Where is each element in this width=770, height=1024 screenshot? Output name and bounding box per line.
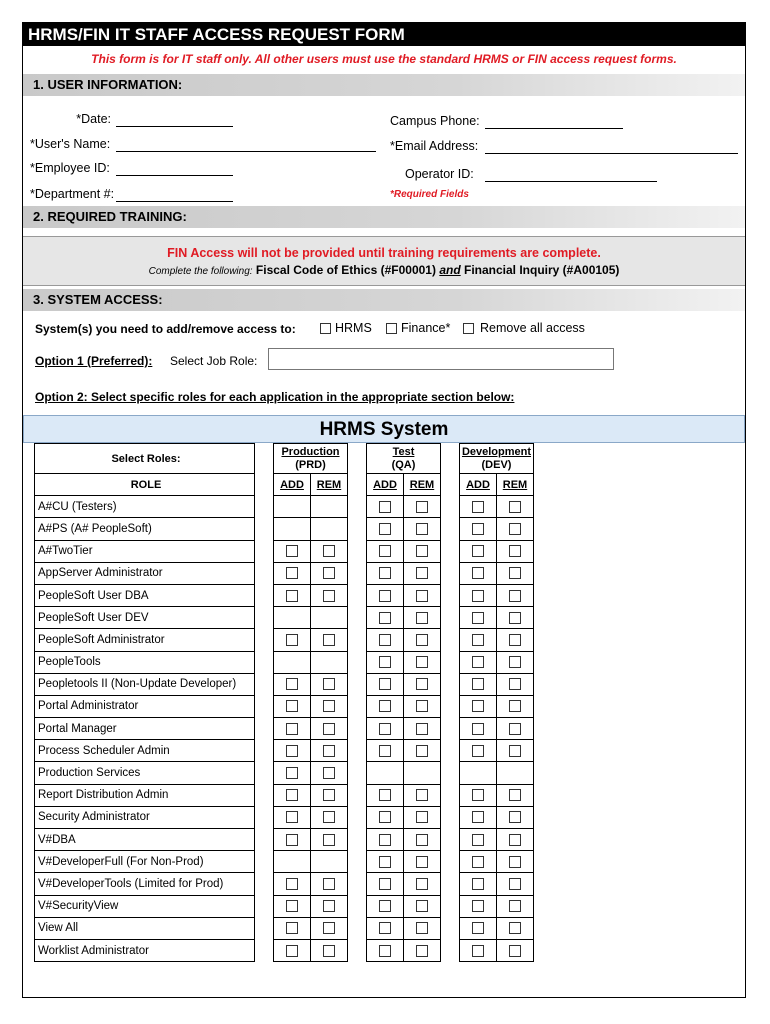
table-row	[35, 917, 534, 939]
date-label: *Date:	[76, 112, 111, 126]
role-name: Portal Manager	[35, 718, 255, 740]
test-label: Test	[392, 445, 415, 458]
dev-add-checkbox[interactable]	[472, 523, 484, 535]
prd-add-checkbox[interactable]	[286, 834, 298, 846]
table-row	[35, 718, 534, 740]
training-and: and	[439, 263, 461, 277]
qa-rem-checkbox[interactable]	[416, 834, 428, 846]
role-name: PeopleSoft User DBA	[35, 584, 255, 606]
option2-label: Option 2: Select specific roles for each application in the appropriate section below:	[35, 390, 515, 404]
qa-add-checkbox[interactable]	[379, 545, 391, 557]
prd-rem-checkbox[interactable]	[323, 634, 335, 646]
employee-id-field[interactable]	[116, 175, 233, 176]
table-row	[35, 673, 534, 695]
table-row	[35, 762, 534, 784]
dev-rem-checkbox[interactable]	[509, 678, 521, 690]
qa-add-checkbox[interactable]	[379, 612, 391, 624]
dev-rem-checkbox[interactable]	[509, 523, 521, 535]
prd-rem-checkbox[interactable]	[323, 878, 335, 890]
qa-add-checkbox[interactable]	[379, 856, 391, 868]
dev-rem-checkbox[interactable]	[509, 634, 521, 646]
training-warning: FIN Access will not be provided until training requirements are complete.	[167, 246, 601, 260]
role-name: AppServer Administrator	[35, 562, 255, 584]
qa-rem-checkbox[interactable]	[416, 590, 428, 602]
select-roles-header	[35, 444, 255, 474]
qa-add-checkbox[interactable]	[379, 834, 391, 846]
prd-rem-checkbox[interactable]	[323, 767, 335, 779]
department-field[interactable]	[116, 201, 233, 202]
prd-add-checkbox[interactable]	[286, 789, 298, 801]
qa-add-checkbox[interactable]	[379, 922, 391, 934]
select-roles-text: Select Roles:	[111, 452, 181, 465]
development-code: (DEV)	[481, 458, 512, 471]
campus-phone-field[interactable]	[485, 128, 623, 129]
role-name: V#DBA	[35, 829, 255, 851]
section-user-information: 1. USER INFORMATION:	[23, 74, 745, 96]
prd-rem-header: REM	[311, 474, 348, 496]
hrms-roles-table	[34, 443, 534, 962]
role-name: Security Administrator	[35, 806, 255, 828]
operator-id-field[interactable]	[485, 181, 657, 182]
role-name: Portal Administrator	[35, 695, 255, 717]
dev-add-checkbox[interactable]	[472, 811, 484, 823]
department-label: *Department #:	[30, 187, 115, 201]
prd-add-checkbox[interactable]	[286, 567, 298, 579]
qa-rem-checkbox[interactable]	[416, 856, 428, 868]
table-row	[35, 540, 534, 562]
qa-add-checkbox[interactable]	[379, 634, 391, 646]
prd-rem-checkbox[interactable]	[323, 723, 335, 735]
qa-add-checkbox[interactable]	[379, 523, 391, 535]
prd-add-checkbox[interactable]	[286, 634, 298, 646]
prd-rem-checkbox[interactable]	[323, 834, 335, 846]
qa-add-header: ADD	[367, 474, 404, 496]
dev-add-checkbox[interactable]	[472, 567, 484, 579]
dev-add-checkbox[interactable]	[472, 900, 484, 912]
staff-only-notice: This form is for IT staff only. All other users must use the standard HRMS or FIN access request forms.	[91, 52, 677, 66]
qa-add-checkbox[interactable]	[379, 567, 391, 579]
remove-all-label: Remove all access	[480, 321, 585, 335]
dev-rem-checkbox[interactable]	[509, 922, 521, 934]
qa-rem-checkbox[interactable]	[416, 900, 428, 912]
dev-rem-checkbox[interactable]	[509, 612, 521, 624]
dev-rem-checkbox[interactable]	[509, 789, 521, 801]
prd-add-checkbox[interactable]	[286, 811, 298, 823]
dev-rem-checkbox[interactable]	[509, 945, 521, 957]
qa-add-checkbox[interactable]	[379, 945, 391, 957]
prd-rem-checkbox[interactable]	[323, 922, 335, 934]
qa-rem-checkbox[interactable]	[416, 523, 428, 535]
option1-label: Option 1 (Preferred):	[35, 354, 153, 368]
training-courses	[23, 263, 745, 277]
dev-add-checkbox[interactable]	[472, 545, 484, 557]
qa-rem-header: REM	[404, 474, 441, 496]
prd-add-header: ADD	[274, 474, 311, 496]
dev-rem-header: REM	[497, 474, 534, 496]
prd-add-checkbox[interactable]	[286, 945, 298, 957]
dev-add-checkbox[interactable]	[472, 945, 484, 957]
table-row	[35, 584, 534, 606]
course-ethics: Fiscal Code of Ethics (#F00001)	[255, 263, 436, 277]
qa-rem-checkbox[interactable]	[416, 745, 428, 757]
qa-rem-checkbox[interactable]	[416, 723, 428, 735]
qa-add-checkbox[interactable]	[379, 723, 391, 735]
prd-add-checkbox[interactable]	[286, 678, 298, 690]
qa-rem-checkbox[interactable]	[416, 501, 428, 513]
role-name: View All	[35, 917, 255, 939]
finance-option-label: Finance*	[401, 321, 451, 335]
qa-add-checkbox[interactable]	[379, 656, 391, 668]
prd-rem-checkbox[interactable]	[323, 567, 335, 579]
prd-rem-checkbox[interactable]	[323, 789, 335, 801]
dev-add-checkbox[interactable]	[472, 856, 484, 868]
campus-phone-label: Campus Phone:	[390, 114, 480, 128]
qa-rem-checkbox[interactable]	[416, 678, 428, 690]
table-row	[35, 806, 534, 828]
users-name-label: *User's Name:	[30, 137, 111, 151]
role-name: V#DeveloperFull (For Non-Prod)	[35, 851, 255, 873]
dev-add-checkbox[interactable]	[472, 745, 484, 757]
prd-rem-checkbox[interactable]	[323, 590, 335, 602]
role-name: Production Services	[35, 762, 255, 784]
prd-rem-checkbox[interactable]	[323, 811, 335, 823]
dev-add-checkbox[interactable]	[472, 723, 484, 735]
employee-id-label: *Employee ID:	[30, 161, 110, 175]
table-row	[35, 562, 534, 584]
test-header	[367, 444, 441, 474]
hrms-option-label: HRMS	[335, 321, 372, 335]
qa-rem-checkbox[interactable]	[416, 811, 428, 823]
development-header	[460, 444, 534, 474]
dev-rem-checkbox[interactable]	[509, 700, 521, 712]
dev-rem-checkbox[interactable]	[509, 834, 521, 846]
dev-add-header: ADD	[460, 474, 497, 496]
dev-add-checkbox[interactable]	[472, 612, 484, 624]
qa-add-checkbox[interactable]	[379, 878, 391, 890]
dev-add-checkbox[interactable]	[472, 789, 484, 801]
dev-rem-checkbox[interactable]	[509, 501, 521, 513]
prd-rem-checkbox[interactable]	[323, 545, 335, 557]
hrms-system-header: HRMS System	[23, 415, 745, 443]
operator-id-label: Operator ID:	[405, 167, 474, 181]
table-row	[35, 873, 534, 895]
prd-add-checkbox[interactable]	[286, 745, 298, 757]
table-row	[35, 695, 534, 717]
qa-rem-checkbox[interactable]	[416, 656, 428, 668]
role-column-header	[35, 474, 255, 496]
table-row	[35, 651, 534, 673]
remove-all-checkbox[interactable]	[463, 323, 474, 334]
dev-add-checkbox[interactable]	[472, 878, 484, 890]
users-name-field[interactable]	[116, 151, 376, 152]
table-row	[35, 607, 534, 629]
prd-add-checkbox[interactable]	[286, 900, 298, 912]
role-name: PeopleSoft Administrator	[35, 629, 255, 651]
qa-rem-checkbox[interactable]	[416, 545, 428, 557]
qa-rem-checkbox[interactable]	[416, 612, 428, 624]
table-row	[35, 496, 534, 518]
prd-add-checkbox[interactable]	[286, 723, 298, 735]
dev-rem-checkbox[interactable]	[509, 590, 521, 602]
role-name: PeopleTools	[35, 651, 255, 673]
course-financial-inquiry: Financial Inquiry (#A00105)	[464, 263, 620, 277]
qa-add-checkbox[interactable]	[379, 811, 391, 823]
table-row	[35, 784, 534, 806]
qa-rem-checkbox[interactable]	[416, 700, 428, 712]
dev-rem-checkbox[interactable]	[509, 856, 521, 868]
prd-add-checkbox[interactable]	[286, 700, 298, 712]
dev-rem-checkbox[interactable]	[509, 745, 521, 757]
role-name: A#PS (A# PeopleSoft)	[35, 518, 255, 540]
role-name: V#SecurityView	[35, 895, 255, 917]
dev-rem-checkbox[interactable]	[509, 811, 521, 823]
table-row	[35, 851, 534, 873]
qa-rem-checkbox[interactable]	[416, 789, 428, 801]
prd-add-checkbox[interactable]	[286, 878, 298, 890]
table-row	[35, 629, 534, 651]
qa-add-checkbox[interactable]	[379, 789, 391, 801]
prd-add-checkbox[interactable]	[286, 590, 298, 602]
finance-checkbox[interactable]	[386, 323, 397, 334]
qa-rem-checkbox[interactable]	[416, 567, 428, 579]
prd-rem-checkbox[interactable]	[323, 678, 335, 690]
training-prefix: Complete the following:	[148, 266, 253, 277]
dev-add-checkbox[interactable]	[472, 922, 484, 934]
qa-add-checkbox[interactable]	[379, 678, 391, 690]
table-row	[35, 518, 534, 540]
job-role-input[interactable]	[268, 348, 614, 370]
section-required-training: 2. REQUIRED TRAINING:	[23, 206, 745, 228]
table-row	[35, 740, 534, 762]
production-label: Production	[281, 445, 340, 458]
prd-rem-checkbox[interactable]	[323, 900, 335, 912]
role-name: PeopleSoft User DEV	[35, 607, 255, 629]
test-code: (QA)	[391, 458, 416, 471]
form-title: HRMS/FIN IT STAFF ACCESS REQUEST FORM	[22, 22, 746, 46]
qa-add-checkbox[interactable]	[379, 745, 391, 757]
qa-rem-checkbox[interactable]	[416, 634, 428, 646]
qa-add-checkbox[interactable]	[379, 700, 391, 712]
dev-rem-checkbox[interactable]	[509, 545, 521, 557]
email-label: *Email Address:	[390, 139, 479, 153]
qa-add-checkbox[interactable]	[379, 501, 391, 513]
production-code: (PRD)	[295, 458, 326, 471]
dev-add-checkbox[interactable]	[472, 590, 484, 602]
required-fields-note: *Required Fields	[390, 189, 469, 200]
qa-rem-checkbox[interactable]	[416, 922, 428, 934]
qa-rem-checkbox[interactable]	[416, 945, 428, 957]
hrms-checkbox[interactable]	[320, 323, 331, 334]
role-name: Process Scheduler Admin	[35, 740, 255, 762]
role-name: A#TwoTier	[35, 540, 255, 562]
prd-add-checkbox[interactable]	[286, 767, 298, 779]
option1-text: Select Job Role:	[170, 354, 258, 368]
role-name: Report Distribution Admin	[35, 784, 255, 806]
production-header	[274, 444, 348, 474]
table-row	[35, 895, 534, 917]
role-name: V#DeveloperTools (Limited for Prod)	[35, 873, 255, 895]
training-box	[23, 236, 745, 286]
development-label: Development	[461, 445, 532, 458]
prd-rem-checkbox[interactable]	[323, 945, 335, 957]
role-header-text: ROLE	[130, 478, 162, 491]
email-field[interactable]	[485, 153, 738, 154]
role-name: Peopletools II (Non-Update Developer)	[35, 673, 255, 695]
prd-rem-checkbox[interactable]	[323, 700, 335, 712]
dev-rem-checkbox[interactable]	[509, 900, 521, 912]
dev-add-checkbox[interactable]	[472, 834, 484, 846]
qa-rem-checkbox[interactable]	[416, 878, 428, 890]
dev-add-checkbox[interactable]	[472, 700, 484, 712]
prd-add-checkbox[interactable]	[286, 545, 298, 557]
dev-add-checkbox[interactable]	[472, 678, 484, 690]
dev-add-checkbox[interactable]	[472, 656, 484, 668]
table-row	[35, 939, 534, 961]
dev-add-checkbox[interactable]	[472, 634, 484, 646]
role-name: Worklist Administrator	[35, 939, 255, 961]
dev-rem-checkbox[interactable]	[509, 656, 521, 668]
qa-add-checkbox[interactable]	[379, 900, 391, 912]
date-field[interactable]	[116, 126, 233, 127]
qa-add-checkbox[interactable]	[379, 590, 391, 602]
section-system-access: 3. SYSTEM ACCESS:	[23, 289, 745, 311]
role-name: A#CU (Testers)	[35, 496, 255, 518]
prd-rem-checkbox[interactable]	[323, 745, 335, 757]
systems-label: System(s) you need to add/remove access to:	[35, 322, 296, 336]
table-row	[35, 829, 534, 851]
dev-rem-checkbox[interactable]	[509, 878, 521, 890]
dev-rem-checkbox[interactable]	[509, 723, 521, 735]
prd-add-checkbox[interactable]	[286, 922, 298, 934]
dev-add-checkbox[interactable]	[472, 501, 484, 513]
dev-rem-checkbox[interactable]	[509, 567, 521, 579]
